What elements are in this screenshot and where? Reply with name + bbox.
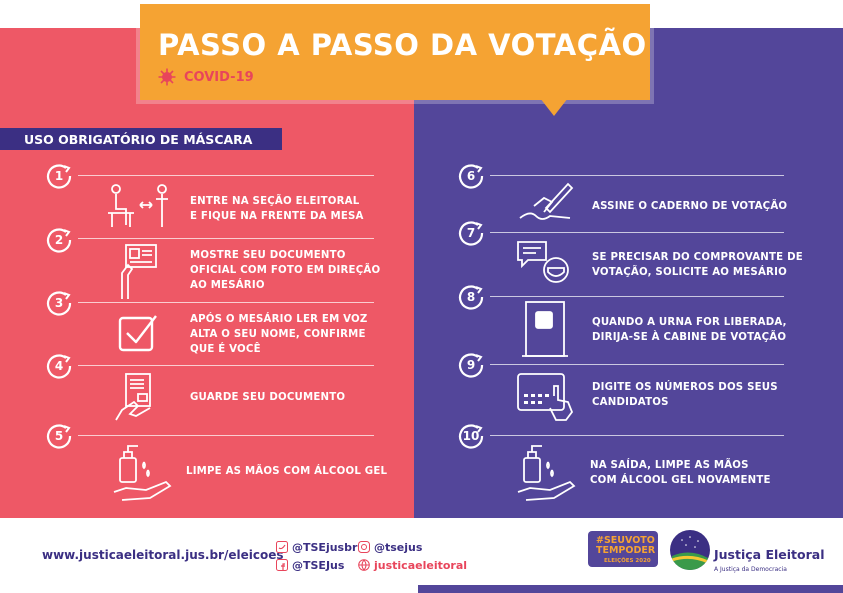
twitter-handle[interactable]: @TSEjusbr: [292, 541, 358, 554]
keypad-hand-icon: [516, 372, 576, 422]
step-2-line-2: OFICIAL COM FOTO EM DIREÇÃO: [190, 265, 381, 276]
step-6-number: 6: [466, 169, 476, 183]
step-4-line-1: GUARDE SEU DOCUMENTO: [190, 392, 346, 403]
facebook-handle[interactable]: @TSEJus: [292, 559, 345, 572]
step-2-text: [190, 248, 380, 293]
step-1-divider: [78, 175, 374, 176]
org-name: Justiça Eleitoral: [714, 547, 825, 562]
step-5-divider: [78, 435, 374, 436]
person-distance-icon: [104, 183, 174, 229]
step-4-number: 4: [54, 359, 64, 373]
instagram-handle[interactable]: @tsejus: [374, 541, 423, 554]
hand-document-icon: [114, 372, 162, 422]
document-id-icon: [116, 243, 160, 299]
step-3-line-1: APÓS O MESÁRIO LER EM VOZ: [190, 314, 368, 325]
step-8-line-1: QUANDO A URNA FOR LIBERADA,: [592, 317, 787, 328]
step-10-text: [590, 458, 771, 488]
step-3-line-3: QUE É VOCÊ: [190, 344, 261, 355]
web-icon[interactable]: [358, 559, 370, 571]
step-3-divider: [78, 302, 374, 303]
step-2-number: 2: [54, 233, 64, 247]
step-9-line-2: CANDIDATOS: [592, 397, 669, 408]
emblem-globe-icon: [670, 530, 710, 570]
step-7-line-2: VOTAÇÃO, SOLICITE AO MESÁRIO: [592, 267, 787, 278]
campaign-line-2: TEMPODER: [596, 545, 656, 556]
step-10-number: 10: [462, 429, 480, 443]
facebook-icon[interactable]: [276, 559, 288, 571]
campaign-logo: [588, 531, 658, 567]
step-9-text: [592, 380, 778, 410]
checkbox-icon: [118, 312, 160, 352]
covid-subtitle: COVID-19: [184, 70, 254, 85]
step-10-line-1: NA SAÍDA, LIMPE AS MÃOS: [590, 460, 749, 471]
step-7-number: 7: [466, 226, 476, 240]
instagram-icon[interactable]: [358, 541, 370, 553]
step-10-line-2: COM ÁLCOOL GEL NOVAMENTE: [590, 475, 771, 486]
signing-hand-icon: [516, 180, 574, 224]
step-8-divider: [490, 296, 784, 297]
step-7-line-1: SE PRECISAR DO COMPROVANTE DE: [592, 252, 803, 263]
masked-person-chat-icon: [516, 240, 570, 286]
step-2-line-1: MOSTRE SEU DOCUMENTO: [190, 250, 346, 261]
virus-icon: [158, 68, 176, 86]
campaign-line-1: #SEUVOTO: [596, 535, 655, 546]
step-3-number: 3: [54, 296, 64, 310]
step-8-line-2: DIRIJA-SE À CABINE DE VOTAÇÃO: [592, 332, 787, 343]
footer-accent-bar: [418, 585, 843, 593]
step-8-number: 8: [466, 290, 476, 304]
step-9-line-1: DIGITE OS NÚMEROS DOS SEUS: [592, 382, 778, 393]
step-5-text: [186, 464, 387, 479]
website-link[interactable]: www.justicaeleitoral.jus.br/eleicoes: [42, 548, 284, 562]
step-2-line-3: AO MESÁRIO: [190, 280, 265, 291]
step-1-text: [190, 194, 364, 224]
step-1-line-1: ENTRE NA SEÇÃO ELEITORAL: [190, 196, 360, 207]
step-3-line-2: ALTA O SEU NOME, CONFIRME: [190, 329, 366, 340]
step-6-divider: [490, 175, 784, 176]
website-handle[interactable]: justicaeleitoral: [374, 559, 468, 572]
title-box-pointer: [540, 98, 568, 116]
justica-eleitoral-emblem: [670, 530, 710, 570]
step-8-text: [592, 315, 787, 345]
hand-sanitizer-icon: [516, 444, 578, 502]
step-4-text: [190, 390, 345, 405]
step-6-text: [592, 199, 787, 214]
step-1-line-2: E FIQUE NA FRENTE DA MESA: [190, 211, 364, 222]
step-9-divider: [490, 364, 784, 365]
step-10-divider: [490, 435, 784, 436]
page-title: PASSO A PASSO DA VOTAÇÃO: [158, 28, 647, 62]
hand-sanitizer-icon: [112, 444, 174, 502]
campaign-line-3: ELEIÇÕES 2020: [604, 558, 651, 564]
voting-booth-icon: [520, 300, 570, 358]
org-tagline: A Justiça da Democracia: [714, 566, 787, 573]
step-5-number: 5: [54, 429, 64, 443]
mask-banner-label: USO OBRIGATÓRIO DE MÁSCARA: [24, 132, 253, 147]
twitter-icon[interactable]: [276, 541, 288, 553]
step-1-number: 1: [54, 169, 64, 183]
step-5-line-1: LIMPE AS MÃOS COM ÁLCOOL GEL: [186, 466, 388, 477]
step-3-text: [190, 312, 368, 357]
step-9-number: 9: [466, 358, 476, 372]
step-7-divider: [490, 232, 784, 233]
step-2-divider: [78, 238, 374, 239]
step-7-text: [592, 250, 803, 280]
step-4-divider: [78, 365, 374, 366]
step-6-line-1: ASSINE O CADERNO DE VOTAÇÃO: [592, 201, 788, 212]
